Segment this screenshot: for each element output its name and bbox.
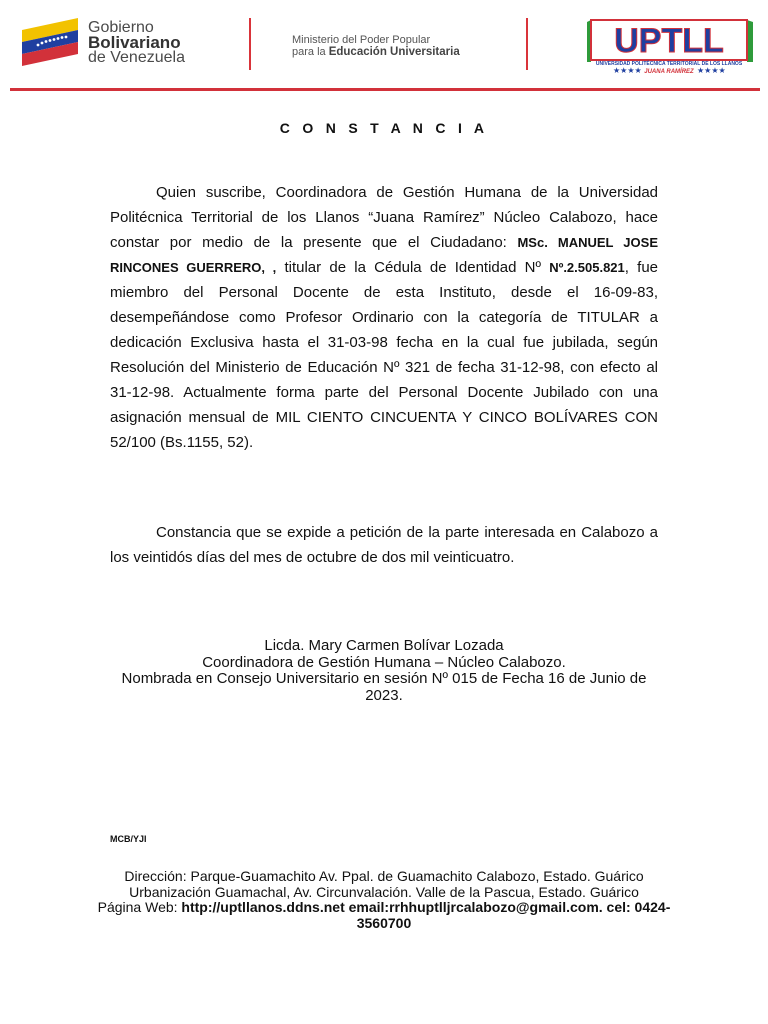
person-name: MSc. MANUEL JOSE RINCONES GUERRERO, ,	[110, 235, 658, 275]
signer-name: Licda. Mary Carmen Bolívar Lozada	[264, 637, 504, 654]
footer-address-1: Dirección: Parque-Guamachito Av. Ppal. de Guamachito Calabozo, Estado. Guárico	[124, 868, 644, 884]
p1-intro: Quien suscribe, Coordinadora de Gestión Humana de la Universidad Politécnica Territorial de los Llanos “Juana Ramírez” Núcleo Calabozo, hace constar por medio de la presente que el Ciudadano:	[110, 184, 658, 251]
p1-body: , fue miembro del Personal Docente de esta Instituto, desde el 16-09-83, desempeñándose como Profesor Ordinario con la categoría de TITULAR a dedicación Exclusiva hasta el 31-03-98 fecha en la cual fue jubilada, según Resolución del Ministerio de Educación Nº 321 de fecha 31-12-98, con efecto al 31-12-98. Actualmente forma parte del Personal Docente Jubilado con una asignación mensual de MIL CIENTO CINCUENTA Y CINCO BOLÍVARES CON 52/100 (Bs.1155, 52).	[110, 259, 659, 451]
header-rule	[10, 88, 760, 91]
venezuela-flag-icon	[20, 16, 82, 66]
document-title: C O N S T A N C I A	[279, 120, 489, 136]
gob-line3: de Venezuela	[88, 49, 185, 66]
footer	[95, 869, 673, 931]
header-divider	[249, 18, 251, 70]
uptll-subtitle: UNIVERSIDAD POLITÉCNICA TERRITORIAL DE LOS LLANOS	[595, 61, 743, 67]
signer-appointment: Nombrada en Consejo Universitario en sesión Nº 015 de Fecha 16 de Junio de 2023.	[121, 670, 647, 704]
svg-text:★★★★: ★★★★	[613, 66, 642, 74]
uptll-logo-text: UPTLL	[614, 22, 724, 60]
ministry-line1: Ministerio del Poder Popular	[292, 34, 431, 46]
id-number: Nº.2.505.821	[549, 260, 625, 275]
p1-id-label: titular de la Cédula de Identidad Nº	[276, 259, 550, 276]
footer-web-label: Página Web:	[97, 899, 182, 915]
body-paragraph-1	[110, 180, 658, 455]
svg-text:★★★★: ★★★★	[697, 66, 726, 74]
ministry-label	[292, 34, 460, 58]
signature-block	[105, 638, 663, 704]
footer-address-2: Urbanización Guamachal, Av. Circunvalación. Valle de la Pascua, Estado. Guárico	[129, 883, 639, 900]
gob-line2: Bolivariano	[88, 33, 181, 52]
gob-line1: Gobierno	[88, 19, 154, 36]
header-divider	[526, 18, 528, 70]
initials: MCB/YJI	[110, 834, 147, 844]
uptll-logo	[583, 16, 755, 74]
footer-contact: http://uptllanos.ddns.net email:rrhhuptlljrcalabozo@gmail.com. cel: 0424-3560700	[181, 899, 671, 931]
ministry-name: Educación Universitaria	[328, 46, 460, 58]
gobierno-logo	[20, 16, 210, 68]
body-paragraph-2: Constancia que se expide a petición de la parte interesada en Calabozo a los veintidós días del mes de octubre de dos mil veinticuatro.	[110, 524, 658, 566]
uptll-motto: JUANA RAMÍREZ	[644, 69, 694, 74]
ministry-prefix: para la	[292, 46, 326, 58]
signer-role: Coordinadora de Gestión Humana – Núcleo Calabozo.	[202, 653, 566, 671]
letterhead	[0, 0, 768, 90]
